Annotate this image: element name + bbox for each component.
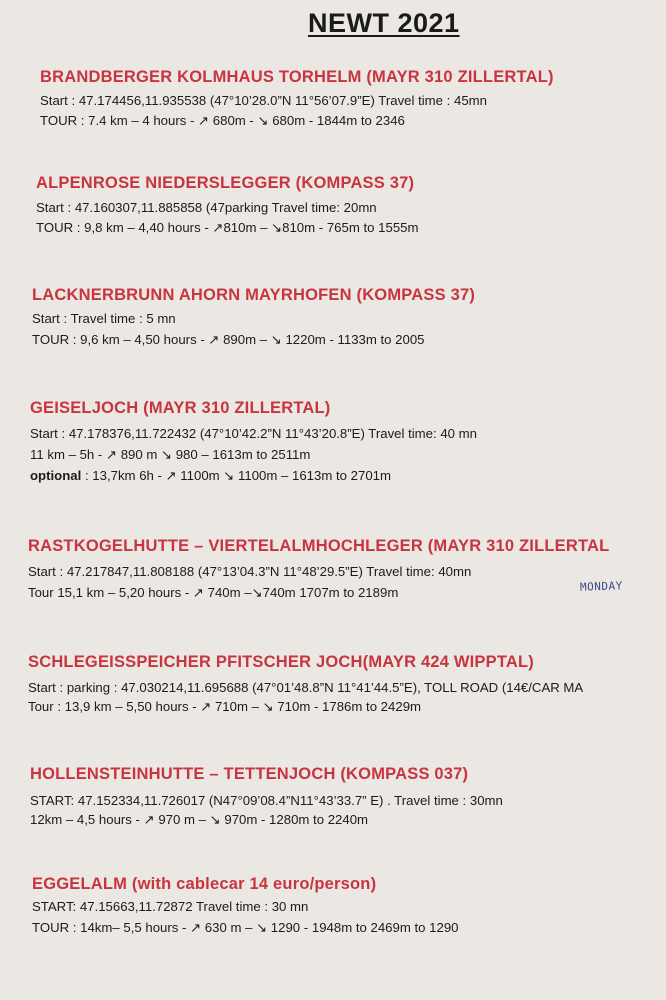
hike-tour-lacknerbrunn: TOUR : 9,6 km – 4,50 hours - ↗ 890m – ↘ 1220m - 1133m to 2005	[32, 332, 425, 347]
hike-start-schlegeisspeicher: Start : parking : 47.030214,11.695688 (47°01’48.8”N 11°41’44.5”E), TOLL ROAD (14€/CAR MA	[28, 680, 584, 695]
hike-start-rastkogelhutte: Start : 47.217847,11.808188 (47°13’04.3”N 11°48’29.5”E) Travel time: 40mn	[28, 564, 472, 579]
hike-start-hollensteinhutte: START: 47.152334,11.726017 (N47°09’08.4”N11°43’33.7” E) . Travel time : 30mn	[30, 793, 503, 808]
hike-start-brandberger: Start : 47.174456,11.935538 (47°10’28.0”N 11°56’07.9”E) Travel time : 45mn	[40, 93, 487, 108]
hike-tour-brandberger: TOUR : 7.4 km – 4 hours - ↗ 680m - ↘ 680m - 1844m to 2346	[40, 113, 405, 128]
optional-details: : 13,7km 6h - ↗ 1100m ↘ 1100m – 1613m to 2701m	[84, 468, 391, 483]
hike-start-lacknerbrunn: Start : Travel time : 5 mn	[32, 311, 176, 326]
hike-tour-hollensteinhutte: 12km – 4,5 hours - ↗ 970 m – ↘ 970m - 1280m to 2240m	[30, 812, 369, 827]
hike-title-lacknerbrunn: LACKNERBRUNN AHORN MAYRHOFEN (KOMPASS 37)	[32, 286, 476, 304]
handwritten-note: MONDAY	[579, 579, 623, 594]
hike-title-brandberger: BRANDBERGER KOLMHAUS TORHELM (MAYR 310 ZILLERTAL)	[40, 68, 554, 86]
hike-start-geiseljoch: Start : 47.178376,11.722432 (47°10’42.2”N 11°43’20.8”E) Travel time: 40 mn	[30, 426, 477, 441]
hike-tour-eggelalm: TOUR : 14km– 5,5 hours - ↗ 630 m – ↘ 1290 - 1948m to 2469m to 1290	[32, 920, 459, 935]
page-title: NEWT 2021	[308, 8, 460, 38]
hike-title-eggelalm: EGGELALM (with cablecar 14 euro/person)	[32, 875, 377, 893]
hike-title-alpenrose: ALPENROSE NIEDERSLEGGER (KOMPASS 37)	[36, 174, 415, 192]
optional-label: optional	[30, 468, 82, 483]
hike-title-geiseljoch: GEISELJOCH (MAYR 310 ZILLERTAL)	[30, 399, 331, 417]
hike-start-alpenrose: Start : 47.160307,11.885858 (47parking Travel time: 20mn	[36, 200, 377, 215]
hike-start-eggelalm: START: 47.15663,11.72872 Travel time : 30 mn	[32, 899, 309, 914]
hike-title-hollensteinhutte: HOLLENSTEINHUTTE – TETTENJOCH (KOMPASS 037)	[30, 765, 469, 783]
hike-title-schlegeisspeicher: SCHLEGEISSPEICHER PFITSCHER JOCH(MAYR 424 WIPPTAL)	[28, 653, 534, 671]
hike-tour-geiseljoch: 11 km – 5h - ↗ 890 m ↘ 980 – 1613m to 2511m	[30, 447, 311, 462]
hike-tour-alpenrose: TOUR : 9,8 km – 4,40 hours - ↗810m – ↘810m - 765m to 1555m	[36, 220, 419, 235]
hike-tour-rastkogelhutte: Tour 15,1 km – 5,20 hours - ↗ 740m –↘740m 1707m to 2189m	[28, 585, 399, 600]
hike-optional-geiseljoch	[30, 468, 391, 484]
hike-title-rastkogelhutte: RASTKOGELHUTTE – VIERTELALMHOCHLEGER (MAYR 310 ZILLERTAL	[28, 537, 610, 555]
hike-tour-schlegeisspeicher: Tour : 13,9 km – 5,50 hours - ↗ 710m – ↘ 710m - 1786m to 2429m	[28, 699, 422, 714]
